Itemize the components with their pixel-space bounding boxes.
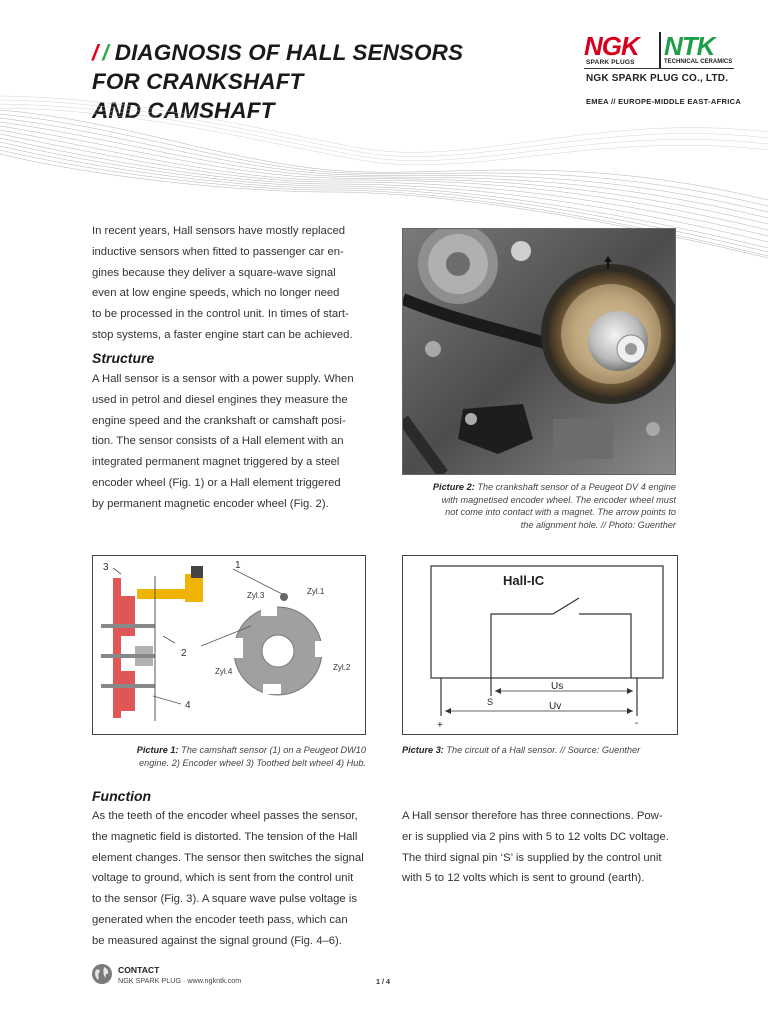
text-line: tion. The sensor consists of a Hall element with an [92, 435, 344, 448]
ntk-logo-subtitle: TECHNICAL CERAMICS [664, 59, 733, 65]
cylinder-3-label: Zyl.3 [247, 591, 265, 600]
contact-address: NGK SPARK PLUG · www.ngkntk.com [118, 976, 242, 985]
plus-terminal-label: + [437, 720, 443, 731]
text-line: A Hall sensor therefore has three connections. Pow- [402, 810, 663, 822]
caption-text: not come into contact with a magnet. The arrow points to [445, 507, 676, 517]
text-line: As the teeth of the encoder wheel passes the sensor, [92, 810, 358, 822]
title-line-1: DIAGNOSIS OF HALL SENSORS [114, 40, 464, 65]
text-line: integrated permanent magnet triggered by a steel [92, 456, 340, 469]
callout-1: 1 [235, 560, 241, 571]
caption-text: engine. 2) Encoder wheel 3) Toothed belt wheel 4) Hub. [139, 757, 366, 768]
caption-label: Picture 3: [402, 745, 444, 755]
function-heading: Function [92, 788, 152, 804]
function-paragraph [92, 806, 366, 952]
region-label: EMEA // EUROPE-MIDDLE EAST-AFRICA [586, 97, 742, 106]
caption-text: the alignment hole. // Photo: Guenther [520, 519, 676, 530]
text-line: stop systems, a faster engine start can be achieved. [92, 328, 353, 341]
hall-ic-label: Hall-IC [503, 573, 545, 588]
cylinder-2-label: Zyl.2 [333, 663, 351, 672]
signal-pin-label: S [487, 697, 494, 707]
text-line: be measured against the signal ground (Fig. 4–6). [92, 934, 342, 947]
text-line: A Hall sensor is a sensor with a power supply. When [92, 373, 354, 385]
text-line: In recent years, Hall sensors have mostly replaced [92, 225, 346, 237]
engine-photo-illustration [403, 229, 675, 474]
caption-label: Picture 1: [136, 745, 179, 755]
hall-circuit-figure [402, 555, 678, 735]
globe-icon [91, 963, 113, 985]
text-line: the magnetic field is distorted. The tension of the Hall [92, 830, 358, 843]
company-name: NGK SPARK PLUG CO., LTD. [586, 73, 729, 84]
picture-3-caption [402, 744, 692, 757]
text-line: even at low engine speeds, which no longer need [92, 287, 340, 300]
title-slash-green: / [102, 40, 109, 65]
caption-text: with magnetised encoder wheel. The encoder wheel must [441, 494, 676, 505]
ngk-logo-text: NGK [584, 31, 639, 61]
text-line: with 5 to 12 volts which is sent to ground (earth). [402, 872, 645, 885]
ntk-logo-text: NTK [664, 31, 715, 61]
text-line: generated when the encoder teeth pass, which can [92, 913, 348, 926]
text-line: voltage to ground, which is sent from the control unit [92, 872, 354, 885]
picture-2-caption [402, 481, 676, 531]
crankshaft-sensor-photo [402, 228, 676, 475]
text-line: engine speed and the crankshaft or camshaft posi- [92, 414, 346, 427]
text-line: to the sensor (Fig. 3). A square wave pulse voltage is [92, 893, 357, 906]
uv-label: Uv [549, 701, 562, 712]
caption-text: The circuit of a Hall sensor. // Source: Guenther [443, 745, 641, 755]
connections-paragraph [402, 806, 676, 889]
picture-1-caption [92, 744, 366, 769]
callout-2: 2 [181, 648, 187, 659]
logo-divider [659, 32, 661, 69]
cylinder-4-label: Zyl.4 [215, 667, 233, 676]
camshaft-sensor-diagram [93, 556, 365, 734]
structure-paragraph [92, 369, 366, 515]
intro-paragraph [92, 221, 366, 346]
caption-text: The crankshaft sensor of a Peugeot DV 4 engine [474, 482, 676, 492]
caption-text: The camshaft sensor (1) on a Peugeot DW10 [178, 745, 366, 755]
page-number: 1 / 4 [376, 977, 390, 986]
cylinder-1-label: Zyl.1 [307, 587, 325, 596]
text-line: by permanent magnetic encoder wheel (Fig. 2). [92, 497, 329, 510]
text-line: to be processed in the control unit. In times of start- [92, 308, 349, 321]
us-label: Us [551, 681, 564, 692]
title-line-3: AND CAMSHAFT [92, 98, 275, 123]
title-line-2: FOR CRANKSHAFT [92, 69, 304, 94]
text-line: inductive sensors when fitted to passenger car en- [92, 245, 344, 258]
caption-label: Picture 2: [432, 482, 475, 492]
contact-label: CONTACT [118, 965, 160, 975]
camshaft-sensor-figure [92, 555, 366, 735]
minus-terminal-label: - [635, 718, 639, 729]
logo-rule [584, 68, 734, 69]
hall-circuit-diagram [403, 556, 677, 734]
text-line: The third signal pin ‘S’ is supplied by the control unit [402, 851, 662, 864]
ngk-logo-subtitle: SPARK PLUGS [586, 59, 635, 66]
text-line: used in petrol and diesel engines they measure the [92, 393, 348, 406]
structure-heading: Structure [92, 350, 155, 366]
callout-4: 4 [185, 700, 191, 711]
title-slash-red: / [92, 40, 99, 65]
text-line: er is supplied via 2 pins with 5 to 12 volts DC voltage. [402, 830, 669, 843]
text-line: element changes. The sensor then switches the signal [92, 851, 364, 864]
callout-3: 3 [103, 562, 109, 573]
text-line: gines because they deliver a square-wave signal [92, 266, 336, 279]
text-line: encoder wheel (Fig. 1) or a Hall element triggered [92, 476, 341, 489]
